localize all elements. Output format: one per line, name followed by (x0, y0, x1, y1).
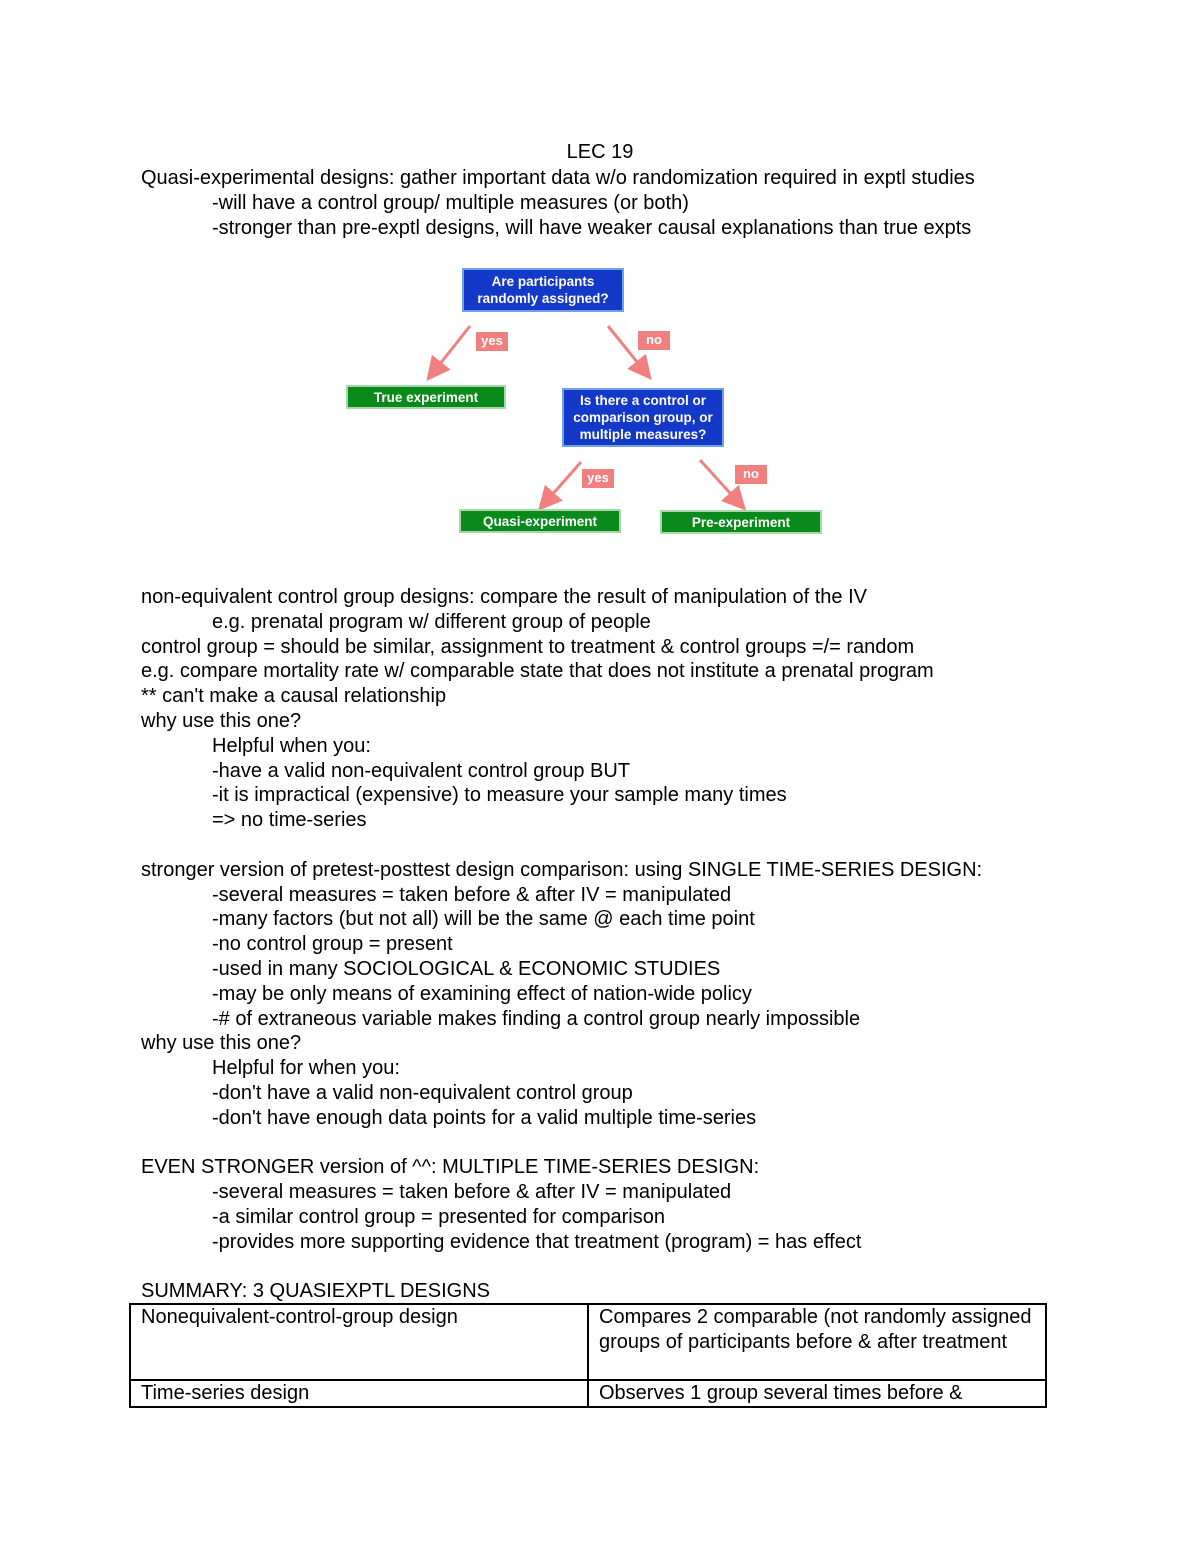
label-no: no (735, 465, 767, 484)
paragraph-gap (141, 1131, 1061, 1156)
label-yes: yes (476, 332, 508, 351)
intro-point: -will have a control group/ multiple measures (or both) (212, 191, 689, 214)
why-use-heading: why use this one? (141, 1032, 302, 1055)
question-control-group (562, 388, 724, 447)
question-random-assignment-text: Are participants randomly assigned? (477, 274, 609, 306)
helpful-point: -don't have enough data points for a valid multiple time-series (212, 1106, 757, 1129)
multiple-ts-point: -provides more supporting evidence that treatment (program) = has effect (212, 1230, 862, 1253)
helpful-point: -have a valid non-equivalent control group BUT (212, 759, 631, 782)
question-random-assignment (462, 268, 624, 312)
outcome-quasi-experiment (459, 509, 621, 533)
single-ts-point: -many factors (but not all) will be the same @ each time point (212, 908, 755, 931)
single-ts-point: -no control group = present (212, 933, 453, 956)
multiple-ts-heading: EVEN STRONGER version of ^^: MULTIPLE TIME-SERIES DESIGN: (141, 1156, 760, 1179)
outcome-quasi-experiment-text: Quasi-experiment (482, 513, 598, 529)
single-ts-point: -used in many SOCIOLOGICAL & ECONOMIC STUDIES (212, 957, 721, 980)
notes-body (141, 585, 1061, 1255)
label-yes: yes (582, 469, 614, 488)
summary-table (129, 1303, 1047, 1408)
nonequivalent-example: e.g. compare mortality rate w/ comparable state that does not institute a prenatal program (141, 660, 934, 683)
single-ts-point: -may be only means of examining effect of nation-wide policy (212, 982, 752, 1005)
outcome-pre-experiment-text: Pre-experiment (691, 514, 791, 530)
multiple-ts-point: -several measures = taken before & after IV = manipulated (212, 1181, 732, 1204)
helpful-point: -it is impractical (expensive) to measure your sample many times (212, 784, 787, 807)
design-flowchart (330, 262, 850, 542)
multiple-ts-point: -a similar control group = presented for comparison (212, 1205, 665, 1228)
table-cell-design: Nonequivalent-control-group design (130, 1304, 588, 1380)
outcome-true-experiment-text: True experiment (373, 389, 479, 405)
single-ts-point: -# of extraneous variable makes finding a control group nearly impossible (212, 1007, 861, 1030)
nonequivalent-caution: ** can't make a causal relationship (141, 685, 447, 708)
question-control-group-text: Is there a control or comparison group, or multiple measures? (573, 393, 713, 442)
intro-point: -stronger than pre-exptl designs, will have weaker causal explanations than true expts (212, 216, 972, 239)
nonequivalent-control-note: control group = should be similar, assignment to treatment & control groups =/= random (141, 635, 915, 658)
helpful-point: => no time-series (212, 809, 367, 832)
single-ts-heading: stronger version of pretest-posttest design comparison: using SINGLE TIME-SERIES DESIGN: (141, 858, 983, 881)
table-cell-design: Time-series design (130, 1380, 588, 1407)
paragraph-gap (141, 833, 1061, 858)
helpful-when-heading: Helpful when you: (212, 734, 371, 757)
intro-section (141, 166, 1061, 240)
table-row (130, 1380, 1046, 1407)
table-cell-description: Observes 1 group several times before & (588, 1380, 1046, 1407)
intro-definition: Quasi-experimental designs: gather important data w/o randomization required in exptl studies (141, 167, 975, 189)
helpful-point: -don't have a valid non-equivalent control group (212, 1081, 633, 1104)
table-row (130, 1304, 1046, 1380)
table-cell-description: Compares 2 comparable (not randomly assigned groups of participants before & after treatment (588, 1304, 1046, 1380)
single-ts-point: -several measures = taken before & after IV = manipulated (212, 883, 732, 906)
arrow-q2-yes (544, 462, 581, 504)
why-use-heading: why use this one? (141, 709, 302, 732)
nonequivalent-example: e.g. prenatal program w/ different group of people (212, 610, 651, 633)
nonequivalent-definition: non-equivalent control group designs: compare the result of manipulation of the IV (141, 586, 867, 608)
helpful-when-heading: Helpful for when you: (212, 1057, 400, 1080)
outcome-true-experiment (346, 385, 506, 409)
arrow-q1-yes (432, 326, 470, 374)
arrow-q2-no (700, 460, 740, 504)
label-no: no (638, 331, 670, 350)
outcome-pre-experiment (660, 510, 822, 534)
lecture-title: LEC 19 (566, 141, 634, 163)
summary-heading: SUMMARY: 3 QUASIEXPTL DESIGNS (141, 1280, 490, 1302)
